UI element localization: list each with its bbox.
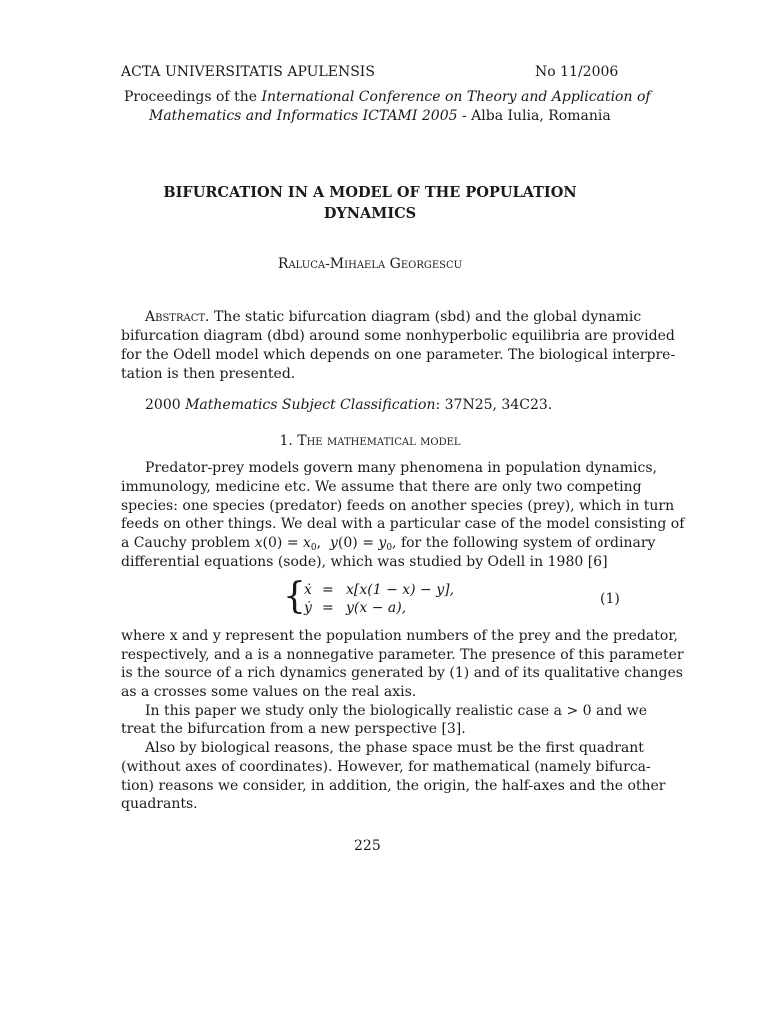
paper-title xyxy=(0,182,740,224)
para1-line-3: species: one species (predator) feeds on another species (prey), which in turn xyxy=(121,498,675,514)
para2-line-3: is the source of a rich dynamics generated by (1) and of its qualitative changes xyxy=(121,665,683,681)
journal-name: ACTA UNIVERSITATIS APULENSIS xyxy=(121,64,375,80)
title-line-1: BIFURCATION IN A MODEL OF THE POPULATION xyxy=(163,184,577,201)
proceedings-location: - Alba Iulia, Romania xyxy=(457,108,611,124)
equation-number: (1) xyxy=(600,591,620,607)
para2-line-1: where x and y represent the population numbers of the prey and the predator, xyxy=(121,628,678,644)
para4-line-4: quadrants. xyxy=(121,796,198,812)
para1-line-1 xyxy=(121,460,657,476)
msc-label: Mathematics Subject Classification xyxy=(185,397,436,413)
cauchy-text-end: , for the following system of ordinary xyxy=(392,535,656,551)
eq1-lhs: ẋ xyxy=(304,582,312,598)
para1-line-6: differential equations (sode), which was studied by Odell in 1980 [6] xyxy=(121,554,608,570)
para1-line-5 xyxy=(121,535,656,553)
eq1-rhs: x[x(1 − x) − y], xyxy=(346,582,455,598)
msc-year: 2000 xyxy=(145,397,186,413)
para2-line-4: as a crosses some values on the real axis. xyxy=(121,684,417,700)
abstract-label: Abstract. xyxy=(145,309,210,325)
proceedings-line-2 xyxy=(149,108,611,124)
abstract-line-3: for the Odell model which depends on one parameter. The biological interpre- xyxy=(121,347,676,363)
para3-line-2: treat the bifurcation from a new perspective [3]. xyxy=(121,721,466,737)
msc-codes: : 37N25, 34C23. xyxy=(435,397,553,413)
author-name: Raluca-Mihaela Georgescu xyxy=(277,256,463,272)
proceedings-prefix: Proceedings of the xyxy=(124,89,262,105)
proceedings-conference: International Conference on Theory and Application of xyxy=(261,89,651,105)
para4-line-1 xyxy=(121,740,644,756)
proceedings-line-1 xyxy=(124,89,651,105)
eq2-lhs: ẏ xyxy=(304,600,312,616)
para2-line-2: respectively, and a is a nonnegative parameter. The presence of this parameter xyxy=(121,647,684,663)
para1-line-4: feeds on other things. We deal with a particular case of the model consisting of xyxy=(121,516,685,532)
eq2-rhs: y(x − a), xyxy=(346,600,407,616)
abstract-line-1 xyxy=(121,309,642,325)
para4-line-3: tion) reasons we consider, in addition, the origin, the half-axes and the other xyxy=(121,778,666,794)
eq2-equals: = xyxy=(322,600,334,616)
section-heading: 1. The mathematical model xyxy=(279,433,461,449)
cauchy-text: a Cauchy problem xyxy=(121,535,255,551)
eq1-equals: = xyxy=(322,582,334,598)
title-line-2: DYNAMICS xyxy=(323,205,417,222)
para1-text: Predator-prey models govern many phenomena in population dynamics, xyxy=(145,460,657,476)
abstract-text: The static bifurcation diagram (sbd) and the global dynamic xyxy=(209,309,642,325)
para3-line-1 xyxy=(121,703,648,719)
para3-text: In this paper we study only the biologically realistic case a > 0 and we xyxy=(145,703,648,719)
abstract-line-4: tation is then presented. xyxy=(121,366,296,382)
para4-line-2: (without axes of coordinates). However, for mathematical (namely bifurca- xyxy=(121,759,651,775)
initial-conditions: $x(0) = x_0$, $y(0) = y_0$ xyxy=(254,535,393,553)
equation-brace: { xyxy=(283,576,306,617)
abstract-line-2: bifurcation diagram (dbd) around some nonhyperbolic equilibria are provided xyxy=(121,328,675,344)
para4-text: Also by biological reasons, the phase space must be the first quadrant xyxy=(145,740,644,756)
msc-classification xyxy=(145,397,552,413)
para1-line-2: immunology, medicine etc. We assume that there are only two competing xyxy=(121,479,642,495)
page-number: 225 xyxy=(354,838,381,854)
proceedings-conference-name: Mathematics and Informatics ICTAMI 2005 xyxy=(149,108,458,124)
issue-number: No 11/2006 xyxy=(535,64,619,80)
